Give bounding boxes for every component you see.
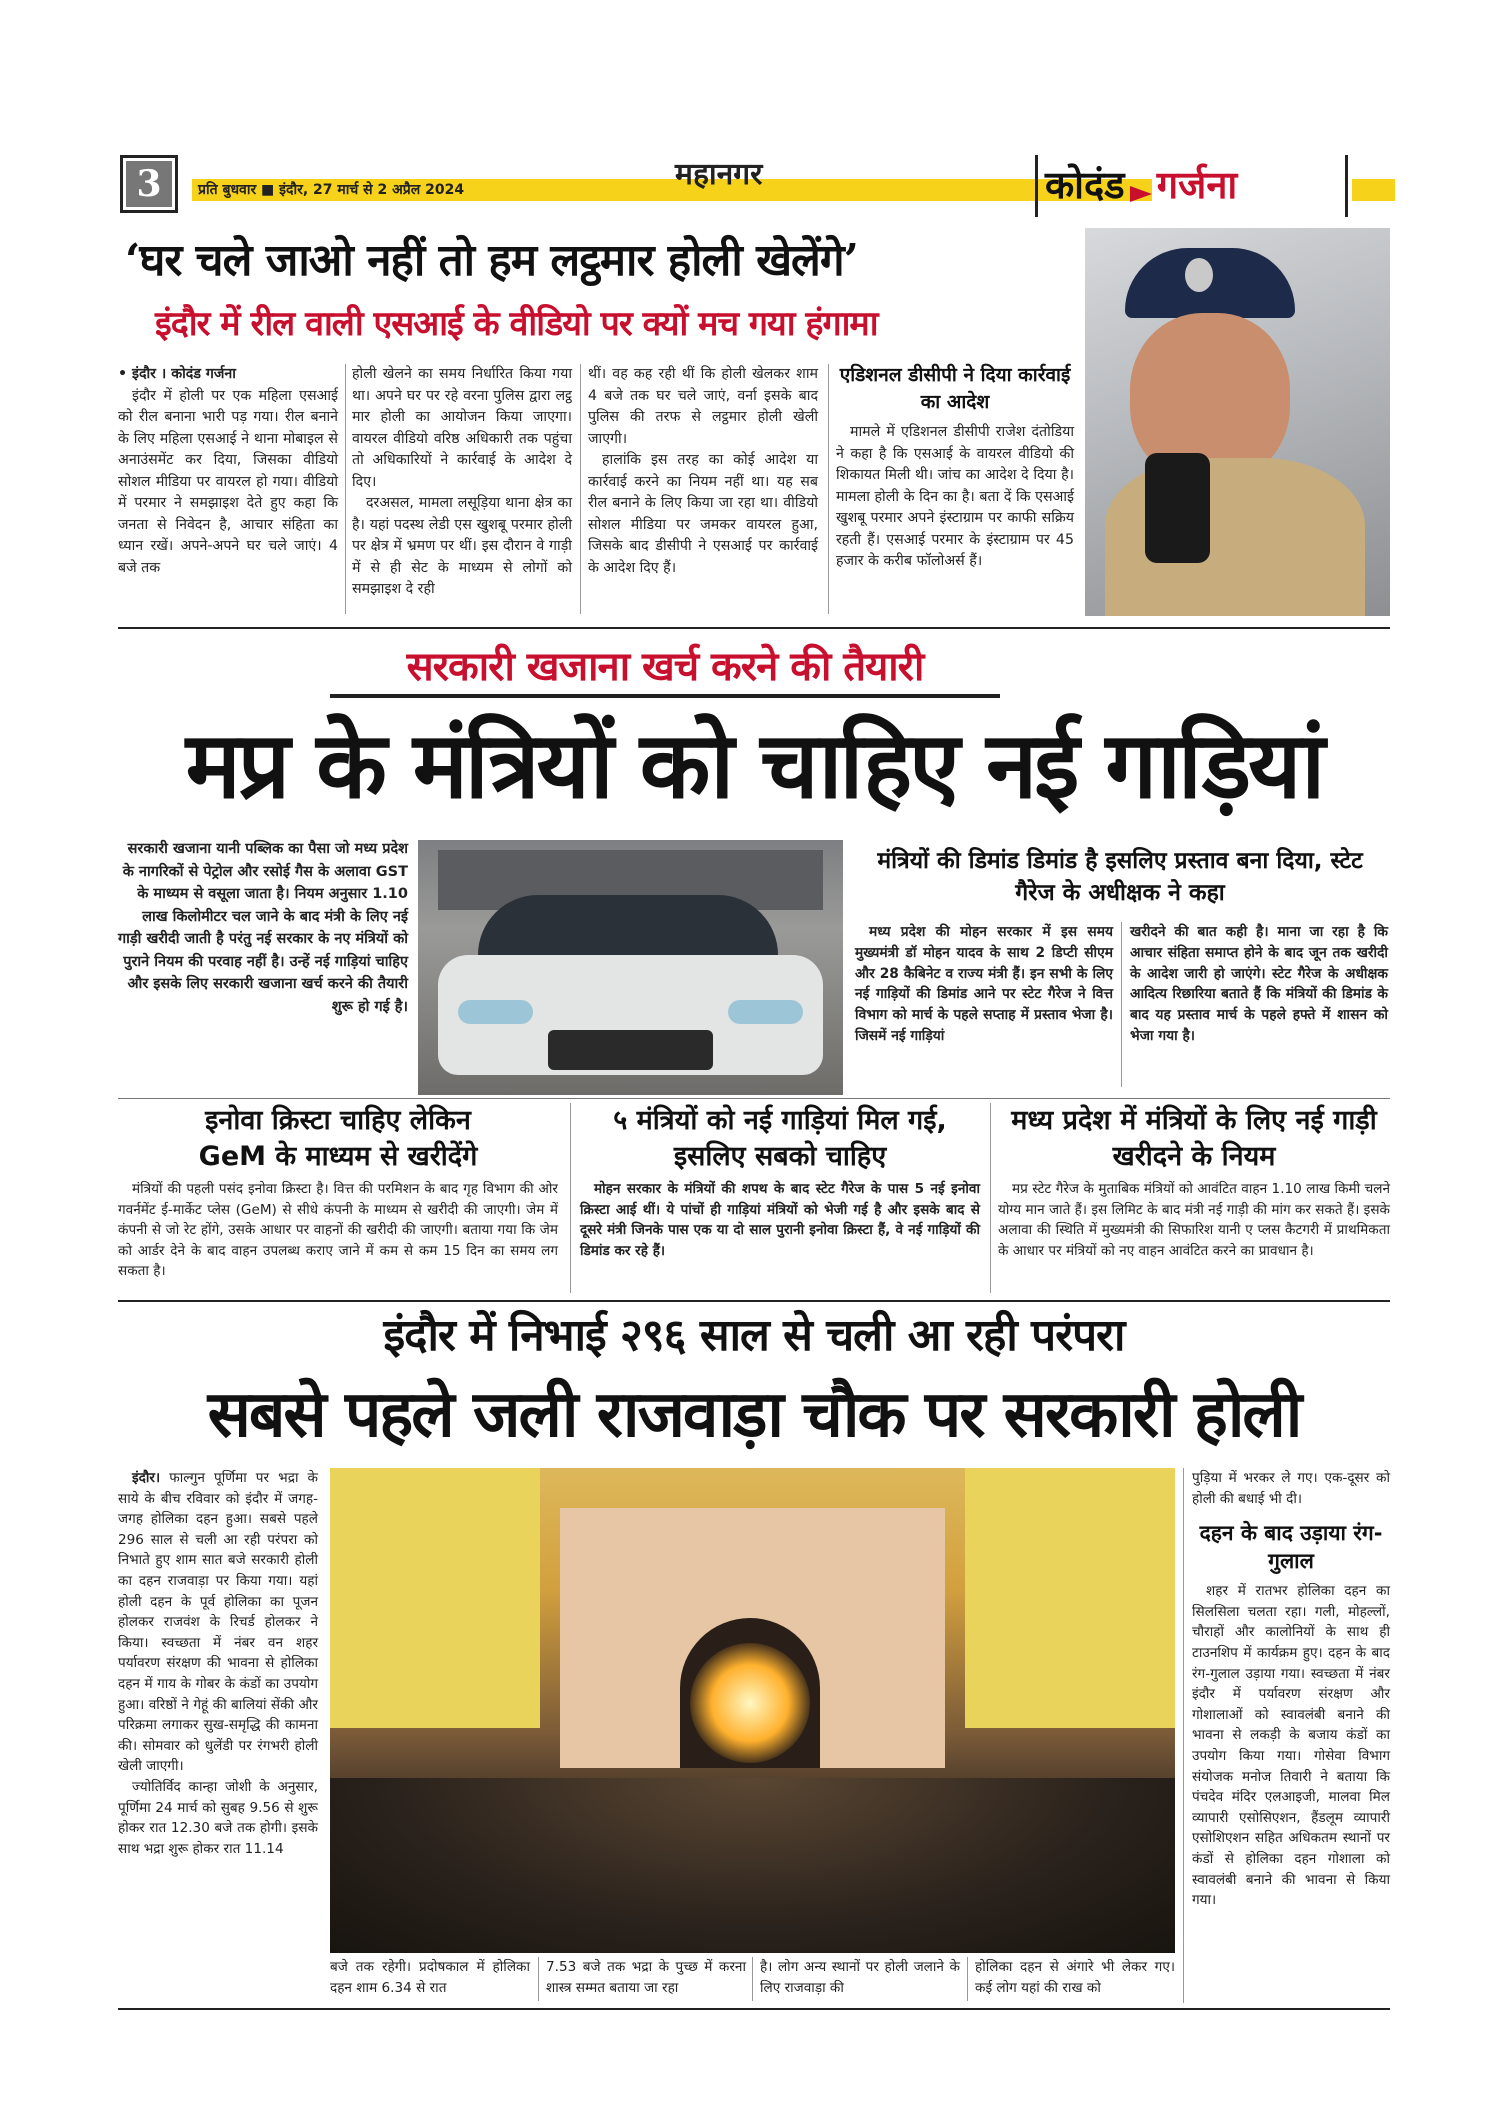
story2-right-col2 <box>1130 922 1388 1047</box>
story1-col3b-text: हालांकि इस तरह का कोई आदेश या कार्रवाई करने का नियम नहीं था। यह सब रील बनाने के लिए किया जा रहा था। वीडियो सोशल मीडिया पर जमकर वायरल हुआ, जिसके बाद डीसीपी ने एसआई पर कार्रवाई के आदेश दिए हैं। <box>588 452 818 576</box>
story1-col3 <box>588 364 818 579</box>
story2-lead-text: सरकारी खजाना यानी पब्लिक का पैसा जो मध्य प्रदेश के नागरिकों से पेट्रोल और रसोई गैस के अलावा GST के माध्यम से वसूला जाता है। नियम अनुसार 1.10 लाख किलोमीटर चल जाने के बाद मंत्री के लिए नई गाड़ी खरीदी जाती है परंतु नई सरकार के नए मंत्रियों को पुराने नियम की परवाह नहीं है। उन्हें नई गाड़ियां चाहिए और इसके लिए सरकारी खजाना खर्च करने की तैयारी शुरू हो गई है। <box>118 841 408 1015</box>
page-number: 3 <box>126 161 172 207</box>
story3-below1-text: बजे तक रहेगी। प्रदोषकाल में होलिका दहन शाम 6.34 से रात <box>330 1959 530 1996</box>
story3-right-head: दहन के बाद उड़ाया रंग-गुलाल <box>1199 1521 1383 1574</box>
story1-col2a-text: होली खेलने का समय निर्धारित किया गया था। अपने घर पर रहे वरना पुलिस द्वारा लट्ठ मार होली का आयोजन किया जाएगा। वायरल वीडियो वरिष्ठ अधिकारी तक पहुंचा तो अधिकारियों ने कार्रवाई के आदेश दे दिए। <box>352 366 572 490</box>
logo-text-a: कोदंड <box>1045 163 1125 207</box>
story3-below2 <box>546 1957 746 1998</box>
divider <box>828 364 829 614</box>
story1-col4 <box>836 362 1074 573</box>
rule <box>118 1300 1390 1302</box>
story1-col2 <box>352 364 572 601</box>
story2-right-col1 <box>855 922 1113 1047</box>
story1-headline: ‘घर चले जाओ नहीं तो हम लट्ठमार होली खेलेंगे’ <box>125 235 858 286</box>
story3-col1b-text: ज्योतिर्विद कान्हा जोशी के अनुसार, पूर्णिमा 24 मार्च को सुबह 9.56 से शुरू होकर रात 12.30 बजे तक होगी। इसके साथ भद्रा शुरू होकर रात 11.14 <box>118 1778 318 1857</box>
story2-right-col1-text: मध्य प्रदेश की मोहन सरकार में इस समय मुख्यमंत्री डॉ मोहन यादव के साथ 2 डिप्टी सीएम और 28 कैबिनेट व राज्य मंत्री हैं। इन सभी के लिए नई गाड़ियों की डिमांड आने पर स्टेट गैरेज ने वित्त विभाग को मार्च के पहले सप्ताह में प्रस्ताव भेजा है। जिसमें नई गाड़ियां <box>855 924 1113 1044</box>
page-header <box>120 155 1395 220</box>
story1-byline: • इंदौर । कोदंड गर्जना <box>118 366 236 382</box>
story2-sub1 <box>118 1103 558 1282</box>
story2-sub3-head: मध्य प्रदेश में मंत्रियों के लिए नई गाड़ी खरीदने के नियम <box>1011 1105 1377 1172</box>
divider <box>345 364 346 614</box>
story1-col3a-text: थीं। वह कह रही थीं कि होली खेलकर शाम 4 बजे तक घर चले जाएं, वर्ना इसके बाद पुलिस की तरफ से लट्ठमार होली खेली जाएगी। <box>588 366 818 447</box>
divider <box>990 1103 991 1293</box>
story2-lead <box>118 838 408 1018</box>
divider <box>570 1103 571 1293</box>
story1-col1-text: इंदौर में होली पर एक महिला एसआई को रील बनाना भारी पड़ गया। रील बनाने के लिए महिला एसआई ने थाना मोबाइल से अनाउंसमेंट कर दिया, जिसका वीडियो सोशल मीडिया पर वायरल हो गया। वीडियो में परमार ने समझाइश देते हुए कहा कि जनता से निवेदन है, आचार संहिता का ध्यान रखें। अपने-अपने घर चले जाएं। 4 बजे तक <box>118 387 338 576</box>
story2-sub2 <box>580 1103 980 1261</box>
story1-col4-text: मामले में एडिशनल डीसीपी राजेश दंतोडिया ने कहा है कि एसआई के वायरल वीडियो की शिकायत मिली थी। जांच का आदेश दे दिया है। मामला होली के दिन का है। बता दें कि एसआई खुशबू परमार अपने इंस्टाग्राम पर काफी सक्रिय रहती हैं। एसआई परमार के इंस्टाग्राम पर 45 हजार के करीब फॉलोअर्स हैं। <box>836 424 1074 569</box>
divider <box>1183 1468 1184 2003</box>
section-label: महानगर <box>675 157 763 192</box>
rule <box>118 2008 1390 2010</box>
story3-col1-text: फाल्गुन पूर्णिमा पर भद्रा के साये के बीच रविवार को इंदौर में जगह-जगह होलिका दहन हुआ। सबसे पहले 296 साल से चली आ रही परंपरा को निभाते हुए शाम सात बजे सरकारी होली का दहन राजवाड़ा पर किया गया। यहां होली दहन के पूर्व होलिका का पूजन होलकर राजवंश के रिचर्ड होलकर ने किया। स्वच्छता में नंबर वन शहर पर्यावरण संरक्षण की भावना से होलिका दहन में गाय के गोबर के कंडों का उपयोग हुआ। वरिष्ठों ने गेहूं की बालियां सेंकी और परिक्रमा लगाकर सुख-समृद्धि की कामना की। सोमवार को धुलेंडी पर रंगभरी होली खेली जाएगी। <box>118 1470 318 1775</box>
photo-innova-car <box>418 840 843 1095</box>
dateline: प्रति बुधवार ■ इंदौर, 27 मार्च से 2 अप्रैल 2024 <box>198 182 465 198</box>
divider <box>538 1957 539 2001</box>
story2-sub2-head: ५ मंत्रियों को नई गाड़ियां मिल गई, इसलिए सबको चाहिए <box>613 1105 947 1172</box>
logo-divider-right <box>1345 155 1348 217</box>
story2-right-head: मंत्रियों की डिमांड डिमांड है इसलिए प्रस्ताव बना दिया, स्टेट गैरेज के अधीक्षक ने कहा <box>877 848 1363 906</box>
divider <box>1121 922 1122 1087</box>
logo-arrow-icon <box>1130 186 1152 202</box>
page-number-box <box>120 155 178 213</box>
story2-sub1-head-a: इनोवा क्रिस्टा चाहिए लेकिन <box>205 1105 471 1136</box>
story1-col2b-text: दरअसल, मामला लसूड़िया थाना क्षेत्र का है। यहां पदस्थ लेडी एस खुशबू परमार होली पर क्षेत्र में भ्रमण पर थीं। इस दौरान वे गाड़ी में से ही सेट के माध्यम से लोगों को समझाइश दे रही <box>352 495 572 597</box>
story2-right-col2-text: खरीदने की बात कही है। माना जा रहा है कि आचार संहिता समाप्त होने के बाद जून तक खरीदी के आदेश जारी हो जाएंगे। स्टेट गैरेज के अधीक्षक आदित्य रिछारिया बताते हैं कि मंत्रियों की डिमांड के बाद यह प्रस्ताव मार्च के पहले हफ्ते में शासन को भेजा गया है। <box>1130 924 1388 1044</box>
story2-sub2-text: मोहन सरकार के मंत्रियों की शपथ के बाद स्टेट गैरेज के पास 5 नई इनोवा क्रिस्टा आई थीं। ये पांचों ही गाड़ियां मंत्रियों को भेजी गई है और इसके बाद से दूसरे मंत्री जिनके पास एक या दो साल पुरानी इनोवा क्रिस्टा हैं, वे नई गाड़ियों की डिमांड कर रहे हैं। <box>580 1181 980 1259</box>
story3-right-text: शहर में रातभर होलिका दहन का सिलसिला चलता रहा। गली, मोहल्लों, चौराहों और कालोनियों के साथ ही टाउनशिप में कार्यक्रम हुए। दहन के बाद रंग-गुलाल उड़ाया गया। स्वच्छता में नंबर इंदौर में पर्यावरण संरक्षण और गोशालाओं को स्वावलंबी बनाने की भावना से लकड़ी के बजाय कंडों का उपयोग किया गया। गोसेवा विभाग संयोजक मनोज तिवारी ने बताया कि पंचदेव मंदिर एलआइजी, मालवा मिल व्यापारी एसोसिएशन, हैंडलूम व्यापारी एसोशिएशन सहित अधिकतम स्थानों पर कंडों से होलिका दहन गोशाला को स्वावलंबी बनाने की भावना से किया गया। <box>1192 1583 1390 1909</box>
story2-headline: मप्र के मंत्रियों को चाहिए नई गाड़ियां <box>185 712 1323 819</box>
logo-text-b: गर्जना <box>1156 163 1238 207</box>
photo-rajwada-holi <box>330 1468 1175 1953</box>
story1-col1 <box>118 364 338 579</box>
story3-below4 <box>975 1957 1175 1998</box>
photo-police-officer <box>1085 228 1390 616</box>
story2-sub1-text: मंत्रियों की पहली पसंद इनोवा क्रिस्टा है। वित्त की परमिशन के बाद गृह विभाग की ओर गवर्नमेंट ई-मार्केट प्लेस (GeM) से सीधे कंपनी के माध्यम से खरीदी की जाएगी। जेम में कंपनी से जो रेट होंगे, उसके आधार पर वाहनों की खरीदी की जाएगी। बताया गया कि जेम को आर्डर देने के बाद वाहन उपलब्ध कराए जाने में कम से कम 15 दिन का समय लग सकता है। <box>118 1181 558 1279</box>
story3-kicker: इंदौर में निभाई २९६ साल से चली आ रही परंपरा <box>383 1310 1125 1361</box>
story1-col4-head: एडिशनल डीसीपी ने दिया कार्रवाई का आदेश <box>839 364 1071 413</box>
story3-dateline: इंदौर। <box>132 1470 161 1486</box>
divider <box>752 1957 753 2001</box>
story2-sub1-head-b: GeM के माध्यम से खरीदेंगे <box>198 1141 478 1172</box>
story3-right <box>1192 1468 1390 1911</box>
rule <box>118 627 1390 629</box>
logo-divider-left <box>1035 155 1038 217</box>
story2-sub3-text: मप्र स्टेट गैरेज के मुताबिक मंत्रियों को आवंटित वाहन 1.10 लाख किमी चलने योग्य मान जाते हैं। इस लिमिट के बाद मंत्री नई गाड़ी की मांग कर सकते हैं। इसके अलावा की स्थिति में मुख्यमंत्री की सिफारिश यानी ए प्लस कैटगरी में प्राथमिकता के आधार पर मंत्रियों को नए वाहन आवंटित करने का प्रावधान है। <box>998 1181 1390 1259</box>
story3-below4-text: होलिका दहन से अंगारे भी लेकर गए। कई लोग यहां की राख को <box>975 1959 1175 1996</box>
story3-right-top-text: पुड़िया में भरकर ले गए। एक-दूसर को होली की बधाई भी दी। <box>1192 1470 1390 1507</box>
story3-below3-text: है। लोग अन्य स्थानों पर होली जलाने के लिए राजवाड़ा की <box>760 1959 960 1996</box>
story3-below1 <box>330 1957 530 1998</box>
story2-sub3 <box>998 1103 1390 1261</box>
rule <box>118 1098 1390 1099</box>
story3-below2-text: 7.53 बजे तक भद्रा के पुच्छ में करना शास्त्र सम्मत बताया जा रहा <box>546 1959 746 1996</box>
story1-subhead: इंदौर में रील वाली एसआई के वीडियो पर क्यों मच गया हंगामा <box>155 304 878 344</box>
story3-below3 <box>760 1957 960 1998</box>
story2-kicker: सरकारी खजाना खर्च करने की तैयारी <box>330 638 1000 698</box>
story3-col1 <box>118 1468 318 1859</box>
logo <box>1045 157 1345 213</box>
divider <box>580 364 581 614</box>
story3-headline: सबसे पहले जली राजवाड़ा चौक पर सरकारी होली <box>207 1377 1301 1452</box>
header-band-right <box>1352 179 1395 201</box>
divider <box>967 1957 968 2001</box>
